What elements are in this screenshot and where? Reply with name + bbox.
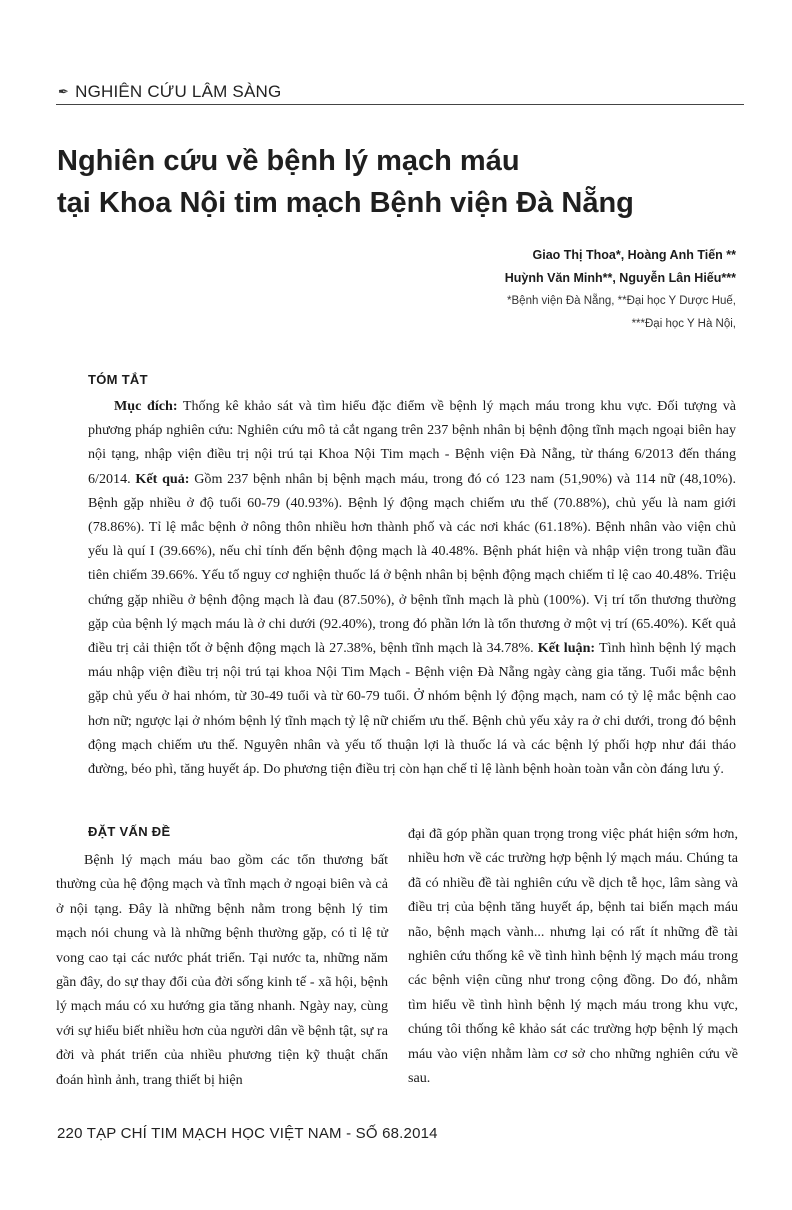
author-block: [216, 244, 736, 336]
pen-icon: ✒: [58, 84, 70, 99]
affiliation-line-1: *Bệnh viện Đà Nẵng, **Đại học Y Dược Huế,: [507, 295, 736, 307]
abstract-results-label: Kết quả:: [135, 470, 190, 487]
section-header: [58, 82, 738, 102]
title-line-1: Nghiên cứu về bệnh lý mạch máu: [57, 145, 520, 177]
authors-line-1: Giao Thị Thoa*, Hoàng Anh Tiến **: [532, 248, 736, 262]
abstract-heading: TÓM TẮT: [88, 372, 148, 387]
affiliation-line-2: ***Đại học Y Hà Nội,: [631, 318, 736, 330]
authors-line-2: Huỳnh Văn Minh**, Nguyễn Lân Hiếu***: [504, 271, 736, 285]
section-label: NGHIÊN CỨU LÂM SÀNG: [75, 82, 282, 101]
abstract-conclusion-text: Tình hình bệnh lý mạch máu nhập viện điều trị nội trú tại khoa Nội Tim Mạch - Bệnh viện Đà Nẵng ngày càng gia tăng. Tuổi mắc bệnh gặp chủ yếu ở hai nhóm, từ 30-49 tuổi và từ 60-79 tuổi. Ở nhóm bệnh lý động mạch, nam có tỷ lệ mắc bệnh cao hơn nữ; ngược lại ở nhóm bệnh lý tĩnh mạch tỷ lệ nữ chiếm ưu thế. Bệnh chủ yếu xảy ra ở chi dưới, trong đó bệnh động mạch chiếm ưu thế. Nguyên nhân và yếu tố thuận lợi là thuốc lá và các bệnh lý phối hợp như đái tháo đường, béo phì, tăng huyết áp. Do phương tiện điều trị còn hạn chế tỉ lệ lành bệnh hoàn toàn vẫn còn đáng lưu ý.: [88, 640, 736, 778]
title-line-2: tại Khoa Nội tim mạch Bệnh viện Đà Nẵng: [57, 187, 634, 219]
header-divider: [56, 104, 744, 105]
introduction-left-column: Bệnh lý mạch máu bao gồm các tổn thương bất thường của hệ động mạch và tĩnh mạch ở ngoại biên và cả ở nội tạng. Đây là những bệnh nằm trong bệnh lý tim mạch nói chung và là những bệnh thường gặp, có tỉ lệ tử vong cao tại các nước phát triển. Tại nước ta, những năm gần đây, do sự thay đổi của đời sống kinh tế - xã hội, bệnh lý mạch máu có xu hướng gia tăng nhanh. Ngày nay, cùng với sự hiểu biết nhiều hơn của người dân về bệnh tật, sự ra đời và phát triển của nhiều phương tiện kỹ thuật chẩn đoán hình ảnh, trang thiết bị hiện: [56, 852, 388, 1088]
introduction-right-column: đại đã góp phần quan trọng trong việc phát hiện sớm hơn, nhiều hơn về các trường hợp bệnh lý mạch máu. Chúng ta đã có nhiều đề tài nghiên cứu về dịch tễ học, lâm sàng và điều trị của bệnh tăng huyết áp, bệnh tai biến mạch máu não, bệnh mạch vành... nhưng lại có rất ít những đề tài nghiên cứu thống kê về tình hình bệnh lý mạch máu trong các bệnh viện cũng như trong cộng đồng. Do đó, nhằm tìm hiểu về tình hình bệnh lý mạch máu trong khu vực, chúng tôi thống kê khảo sát các trường hợp bệnh lý mạch máu vào viện nhằm làm cơ sở cho những nghiên cứu về sau.: [408, 826, 738, 1087]
page-footer: 220 TẠP CHÍ TIM MẠCH HỌC VIỆT NAM - SỐ 68.2014: [57, 1125, 438, 1142]
article-title: [57, 140, 747, 224]
abstract-conclusion-label: Kết luận:: [537, 640, 596, 657]
abstract-purpose-label: Mục đích:: [114, 398, 178, 414]
abstract-results-text: Gồm 237 bệnh nhân bị bệnh mạch máu, trong đó có 123 nam (51,90%) và 114 nữ (48,10%). Bệnh gặp nhiều ở độ tuổi 60-79 (40.93%). Bệnh lý động mạch chiếm ưu thế (70.88%), chủ yếu là nam giới (78.86%). Tỉ lệ mắc bệnh ở nông thôn nhiều hơn thành phố và các nơi khác (61.18%). Bệnh nhân vào viện chủ yếu là quí I (39.66%), nếu chỉ tính đến bệnh động mạch là 40.48%. Bệnh phát hiện và nhập viện trong tuần đầu tiên chiếm 39.66%. Yếu tố nguy cơ nghiện thuốc lá ở bệnh nhân bị bệnh động mạch chiếm tỉ lệ cao 40.48%. Triệu chứng gặp nhiều ở bệnh động mạch là đau (87.50%), ở bệnh tĩnh mạch là phù (100%). Vị trí tổn thương thường gặp của bệnh lý mạch máu là ở chi dưới (92.40%), trong đó phần lớn là tổn thương ở một vị trí (65.40%). Kết quả điều trị cải thiện tốt ở bệnh động mạch là 27.38%, bệnh tĩnh mạch là 34.78%.: [88, 470, 736, 657]
abstract-purpose-text: Thống kê khảo sát và tìm hiểu đặc điểm về bệnh lý mạch máu trong khu vực. Đối tượng và phương pháp nghiên cứu: Nghiên cứu mô tả cắt ngang trên 237 bệnh nhân bị bệnh động tĩnh mạch ngoại biên hay nội tạng, nhập viện điều trị nội trú tại Khoa Nội Tim mạch - Bệnh viện Đà Nẵng, từ tháng 6/2013 đến tháng 6/2014.: [88, 398, 736, 487]
abstract-body: [88, 394, 736, 781]
introduction-heading: ĐẶT VẤN ĐỀ: [88, 824, 171, 839]
